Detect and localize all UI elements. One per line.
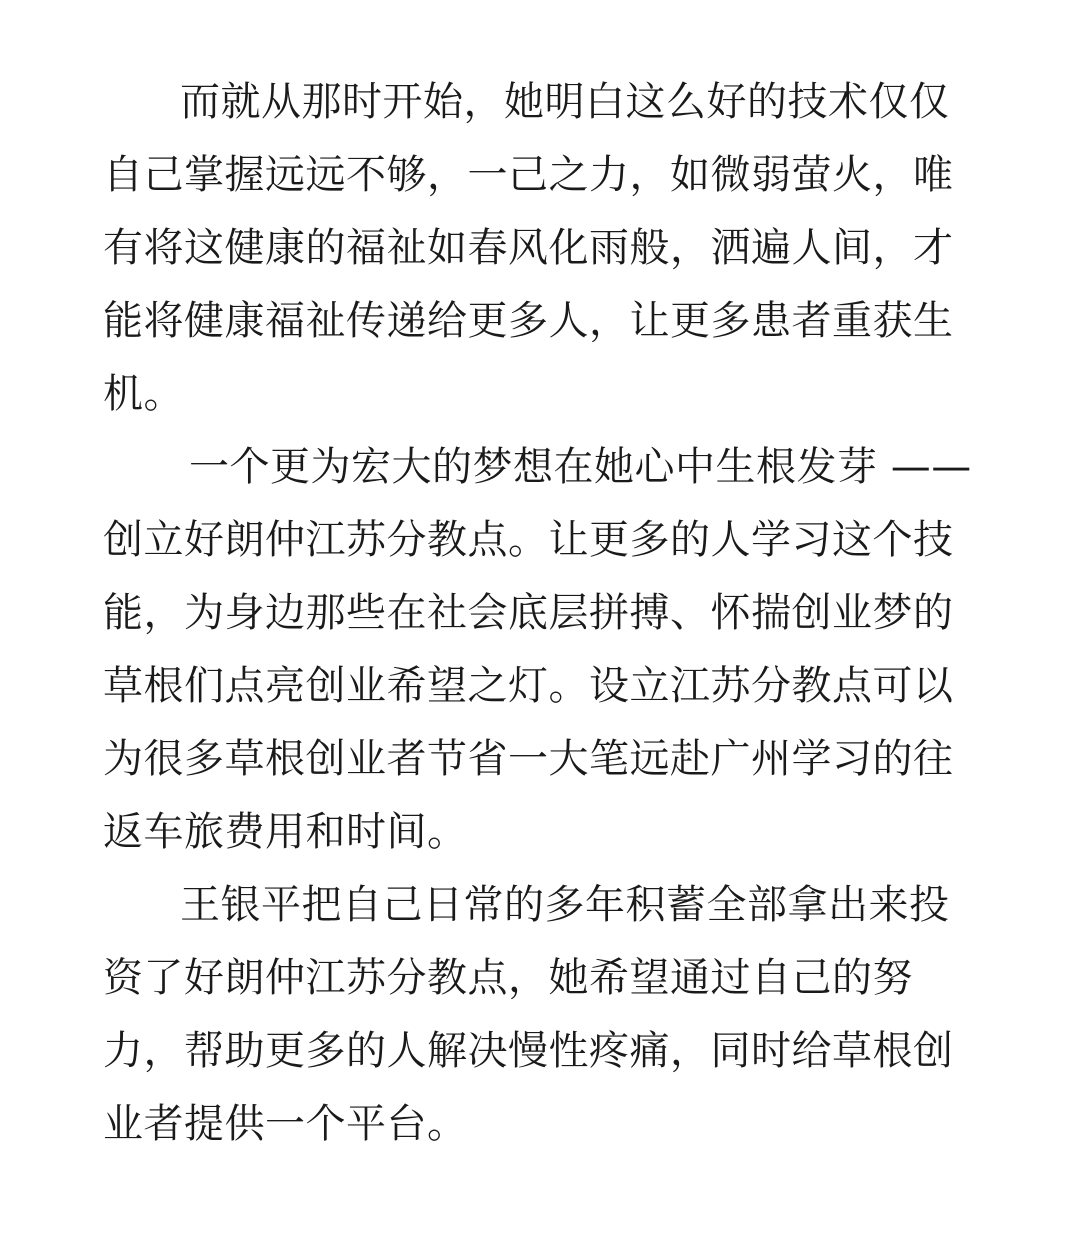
text-line: 业者提供一个平台。 xyxy=(103,1101,468,1147)
paragraph-1 xyxy=(103,66,983,431)
paragraph-3 xyxy=(103,869,983,1161)
text-line: 王银平把自己日常的多年积蓄全部拿出来投 xyxy=(180,882,950,928)
text-line: 而就从那时开始，她明白这么好的技术仅仅 xyxy=(180,79,950,125)
text-line: 返车旅费用和时间。 xyxy=(103,809,468,855)
text-line: 力，帮助更多的人解决慢性疼痛，同时给草根创 xyxy=(103,1028,954,1074)
text-line: 机。 xyxy=(103,371,184,417)
text-line: 为很多草根创业者节省一大笔远赴广州学习的往 xyxy=(103,736,954,782)
text-line: 创立好朗仲江苏分教点。让更多的人学习这个技 xyxy=(103,517,954,563)
text-line: 能将健康福祉传递给更多人，让更多患者重获生 xyxy=(103,298,954,344)
paragraph-2 xyxy=(103,431,983,869)
text-line: 能，为身边那些在社会底层拼搏、怀揣创业梦的 xyxy=(103,590,954,636)
text-line: 资了好朗仲江苏分教点，她希望通过自己的努 xyxy=(103,955,913,1001)
article-body xyxy=(103,66,983,1161)
text-line: 草根们点亮创业希望之灯。设立江苏分教点可以 xyxy=(103,663,954,709)
text-line: 一个更为宏大的梦想在她心中生根发芽 —— xyxy=(189,444,972,490)
text-line: 有将这健康的福祉如春风化雨般，洒遍人间，才 xyxy=(103,225,954,271)
text-line: 自己掌握远远不够，一己之力，如微弱萤火，唯 xyxy=(103,152,954,198)
